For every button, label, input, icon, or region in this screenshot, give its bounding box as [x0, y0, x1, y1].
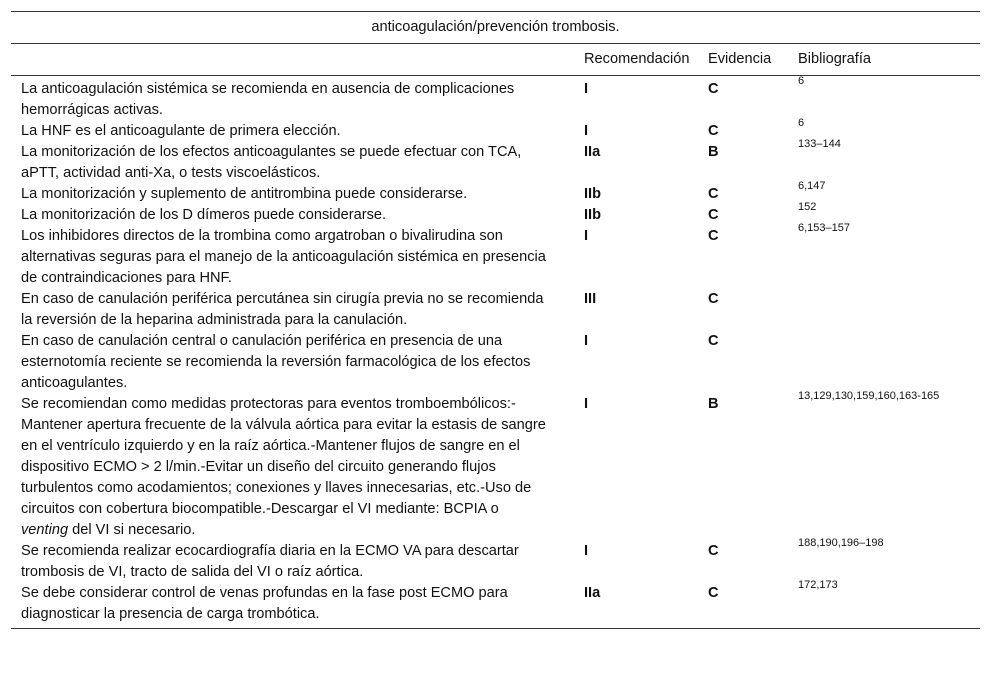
row-text: En caso de canulación central o canulación periférica en presencia de una esternotomía reciente se recomienda la reversión farmacológica de los efectos anticoagulantes. [21, 333, 531, 391]
table-row [11, 394, 980, 541]
table-caption: anticoagulación/prevención trombosis. [11, 12, 980, 44]
row-text: La anticoagulación sistémica se recomienda en ausencia de complicaciones hemorrágicas activas. [21, 81, 515, 118]
row-text: Se debe considerar control de venas profundas en la fase post ECMO para diagnosticar la presencia de carga trombótica. [11, 583, 567, 629]
row-evidencia: C [708, 207, 719, 223]
row-evidencia: C [708, 81, 719, 97]
row-text: La HNF es el anticoagulante de primera elección. [21, 123, 341, 139]
row-recomendacion: I [584, 123, 589, 139]
table-row [11, 541, 980, 583]
row-bibliografia: 188,190,196–198 [798, 537, 884, 549]
header-text [11, 44, 567, 76]
row-recomendacion: I [584, 543, 589, 559]
row-text-emphasis: venting [21, 522, 69, 538]
row-recomendacion: IIa [584, 144, 601, 160]
row-recomendacion: I [584, 228, 589, 244]
row-text: La monitorización de los D dímeros puede considerarse. [21, 207, 387, 223]
row-bibliografia: 6,153–157 [798, 222, 850, 234]
row-bibliografia [796, 326, 980, 389]
row-evidencia: C [708, 186, 719, 202]
row-evidencia: C [708, 123, 719, 139]
row-text: La monitorización de los efectos anticoagulantes se puede efectuar con TCA, aPTT, actividad anti-Xa, o tests viscoelásticos. [21, 144, 522, 181]
row-recomendacion: IIa [567, 583, 701, 629]
row-bibliografia: 13,129,130,159,160,163-165 [798, 390, 940, 402]
row-recomendacion: I [584, 396, 589, 412]
row-evidencia: B [708, 396, 719, 412]
header-evidencia: Evidencia [701, 44, 796, 76]
row-evidencia: C [708, 333, 719, 349]
row-text-part: Se recomiendan como medidas protectoras para eventos tromboembólicos:-Mantener apertura frecuente de la válvula aórtica para evitar la estasis de sangre en el ventrículo izquierdo y en la raíz aórtica.-Mantener flujos de sangre en el dispositivo ECMO > 2 l/min.-Evitar un diseño del circuito generando flujos turbulentos como acodamientos; conexiones y llaves innecesarias, etc.-Uso de circuitos con cobertura biocompatible.-Descargar el VI mediante: BCPIA o [21, 396, 546, 517]
row-text: En caso de canulación periférica percutánea sin cirugía previa no se recomienda la reversión de la heparina administrada para la canulación. [21, 291, 544, 328]
row-evidencia: B [708, 144, 719, 160]
header-bibliografia: Bibliografía [796, 44, 980, 76]
row-recomendacion: III [584, 291, 597, 307]
row-evidencia: C [708, 543, 719, 559]
row-bibliografia: 152 [798, 201, 817, 213]
row-evidencia: C [701, 583, 796, 629]
table-row [11, 331, 980, 394]
row-text [11, 394, 567, 541]
row-recomendacion: I [584, 333, 589, 349]
row-text: Se recomienda realizar ecocardiografía diaria en la ECMO VA para descartar trombosis de VI, tracto de salida del VI o raíz aórtica. [21, 543, 519, 580]
table-row [11, 142, 980, 184]
recommendations-table [11, 11, 980, 629]
row-text: La monitorización y suplemento de antitrombina puede considerarse. [21, 186, 468, 202]
row-bibliografia: 6 [798, 117, 805, 129]
row-bibliografia: 6,147 [798, 180, 826, 192]
row-bibliografia: 172,173 [796, 578, 980, 624]
row-recomendacion: IIb [584, 186, 602, 202]
row-recomendacion: I [584, 81, 589, 97]
row-bibliografia: 6 [798, 75, 805, 87]
row-evidencia: C [708, 291, 719, 307]
table-row [11, 76, 980, 122]
row-bibliografia: 133–144 [798, 138, 841, 150]
row-bibliografia [796, 284, 980, 326]
table-row [11, 583, 980, 629]
table-row [11, 289, 980, 331]
table-caption-row [11, 12, 980, 44]
row-evidencia: C [708, 228, 719, 244]
row-text: Los inhibidores directos de la trombina como argatroban o bivalirudina son alternativas seguras para el manejo de la anticoagulación sistémica en presencia de contraindicaciones para HNF. [21, 228, 546, 286]
header-recomendacion: Recomendación [567, 44, 701, 76]
row-text-part: del VI si necesario. [68, 522, 196, 538]
table-row [11, 226, 980, 289]
row-recomendacion: IIb [584, 207, 602, 223]
